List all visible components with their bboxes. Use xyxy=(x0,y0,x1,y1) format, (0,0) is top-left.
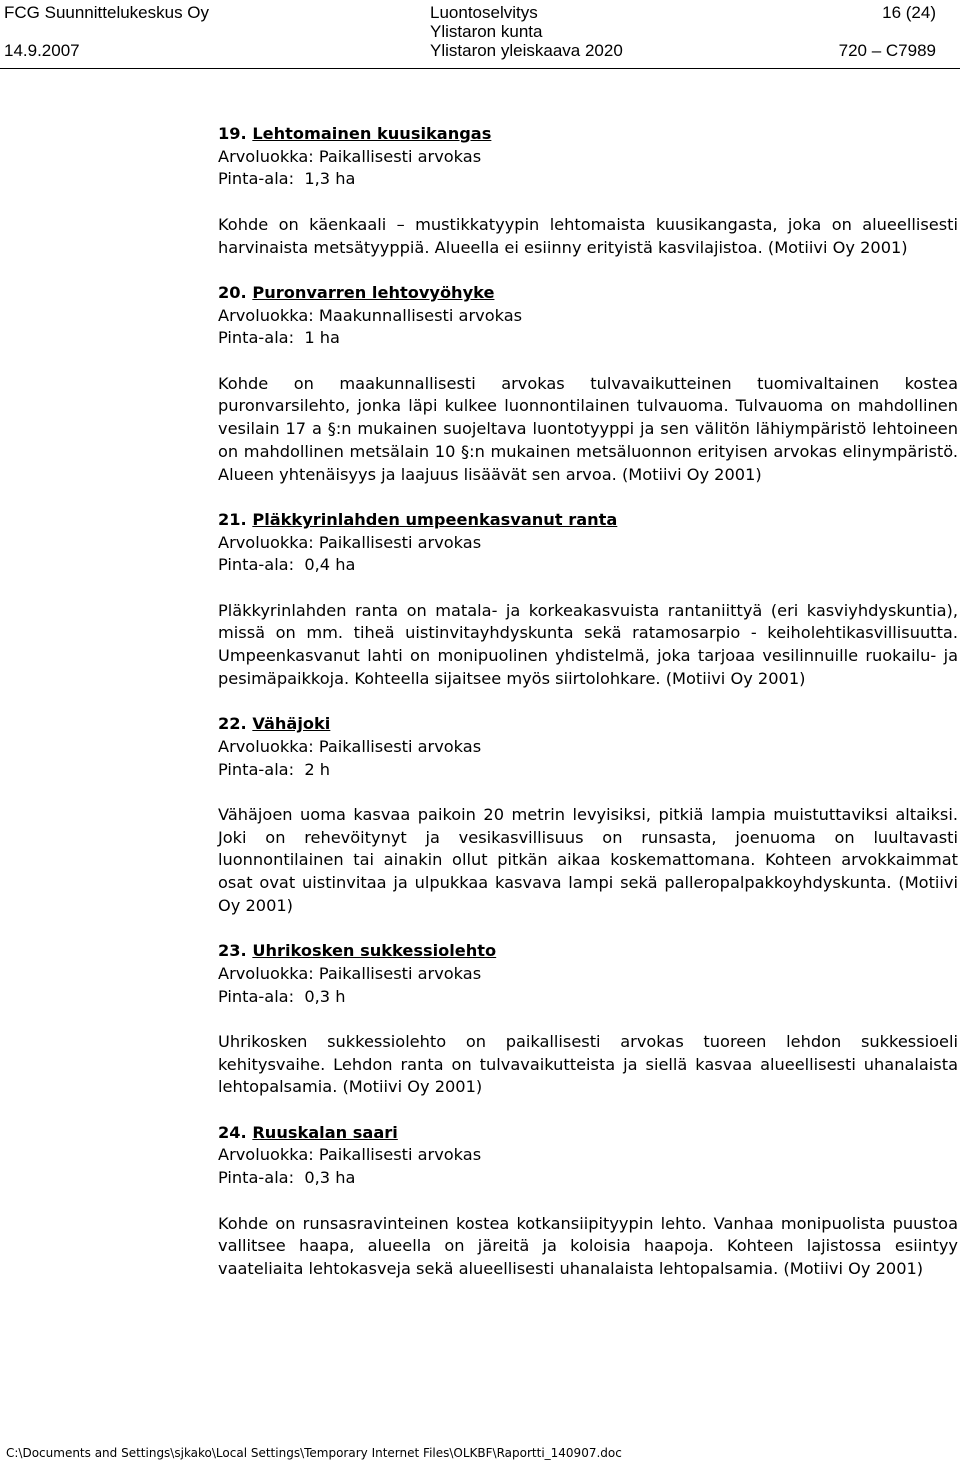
document-body xyxy=(218,123,958,1303)
area: Pinta-ala: 0,4 ha xyxy=(218,555,356,575)
site-section-22 xyxy=(218,713,958,917)
header-document-title: Luontoselvitys xyxy=(430,3,538,22)
header-project-code: 720 – C7989 xyxy=(838,41,936,60)
value-class: Arvoluokka: Paikallisesti arvokas xyxy=(218,736,482,756)
area: Pinta-ala: 1,3 ha xyxy=(218,169,356,189)
section-heading xyxy=(218,123,958,146)
section-description: Uhrikosken sukkessiolehto on paikallisesti arvokas tuoreen lehdon sukkessioeli kehitysvaihe. Lehdon ranta on tulvavaikutteista ja siellä kasvaa alueellisesti uhanalaista lehtopalsamia. (Motiivi Oy 2001) xyxy=(218,1031,958,1097)
area: Pinta-ala: 2 h xyxy=(218,759,331,779)
area: Pinta-ala: 0,3 h xyxy=(218,986,346,1006)
value-class: Arvoluokka: Paikallisesti arvokas xyxy=(218,532,482,552)
section-name: Lehtomainen kuusikangas xyxy=(252,124,492,143)
section-number: 23. xyxy=(218,941,247,961)
footer-file-path: C:\Documents and Settings\sjkako\Local Settings\Temporary Internet Files\OLKBF\Raportti_140907.doc xyxy=(6,1446,622,1460)
section-name: Vähäjoki xyxy=(252,714,331,734)
header-plan-name: Ylistaron yleiskaava 2020 xyxy=(430,41,623,60)
section-description: Kohde on runsasravinteinen kostea kotkansiipityypin lehto. Vanhaa monipuolista puustoa vallitsee haapa, alueella on järeitä ja koloisia haapoja. Kohteen lajistossa esiintyy vaateliaita lehtokasveja sekä alueellisesti uhanalaista lehtopalsamia. (Motiivi Oy 2001) xyxy=(218,1213,958,1278)
section-description: Vähäjoen uoma kasvaa paikoin 20 metrin levyisiksi, pitkiä lampia muistuttaviksi altaiksi. Joki on rehevöitynyt ja vesikasvillisuus on runsasta, joenuoma on luultavasti luonnontilainen tai ainakin ollut pitkän aikaa koskemattomana. Kohteen arvokkaimmat osat ovat uistinvitaa ja ulpukkaa kasvava lampi sekä palleropalpakkoyhdyskunta. (Motiivi Oy 2001) xyxy=(218,804,958,915)
section-number: 19. xyxy=(218,124,247,143)
header-date: 14.9.2007 xyxy=(4,41,80,60)
section-number: 20. xyxy=(218,282,247,302)
section-heading xyxy=(218,1122,958,1145)
section-number: 24. xyxy=(218,1122,247,1142)
site-section-24 xyxy=(218,1122,958,1281)
section-name: Puronvarren lehtovyöhyke xyxy=(252,282,495,302)
area: Pinta-ala: 1 ha xyxy=(218,328,340,348)
section-name: Uhrikosken sukkessiolehto xyxy=(252,941,497,961)
section-description: Pläkkyrinlahden ranta on matala- ja korkeakasvuista rantaniittyä (eri kasviyhdyskuntia), missä on mm. tiheä uistinvitayhdyskunta sekä ratamosarpio - keiholehtikasvillisuutta. Umpeenkasvanut lahti on monipuolinen yhdistelmä, joka tarjoaa vesilinnuille ruokailu- ja pesimäpaikkoja. Kohteella sijaitsee myös siirtolohkare. (Motiivi Oy 2001) xyxy=(218,600,958,688)
value-class: Arvoluokka: Paikallisesti arvokas xyxy=(218,1145,482,1165)
header-municipality: Ylistaron kunta xyxy=(430,22,543,41)
section-name: Ruuskalan saari xyxy=(252,1122,398,1142)
site-section-20 xyxy=(218,282,958,486)
site-section-21 xyxy=(218,509,958,691)
section-name: Pläkkyrinlahden umpeenkasvanut ranta xyxy=(252,509,618,529)
section-heading xyxy=(218,282,958,305)
header-page-number: 16 (24) xyxy=(882,3,936,22)
section-heading xyxy=(218,509,958,532)
section-number: 21. xyxy=(218,509,247,529)
site-section-23 xyxy=(218,940,958,1099)
section-number: 22. xyxy=(218,714,247,734)
area: Pinta-ala: 0,3 ha xyxy=(218,1168,356,1188)
value-class: Arvoluokka: Paikallisesti arvokas xyxy=(218,963,482,983)
value-class: Arvoluokka: Maakunnallisesti arvokas xyxy=(218,305,523,325)
header-company: FCG Suunnittelukeskus Oy xyxy=(4,3,210,22)
section-description: Kohde on käenkaali – mustikkatyypin lehtomaista kuusikangasta, joka on alueellisesti harvinaista metsätyyppiä. Alueella ei esiinny erityistä kasvilajistoa. (Motiivi Oy 2001) xyxy=(218,214,958,257)
site-section-19 xyxy=(218,123,958,259)
section-heading xyxy=(218,940,958,963)
section-heading xyxy=(218,713,958,736)
header-rule xyxy=(0,68,960,69)
value-class: Arvoluokka: Paikallisesti arvokas xyxy=(218,146,482,166)
section-description: Kohde on maakunnallisesti arvokas tulvavaikutteinen tuomivaltainen kostea puronvarsilehto, jonka läpi kulkee luonnontilainen tulvauoma. Tulvauoma on mahdollinen vesilain 17 a §:n mukainen suojeltava luontotyyppi ja sen välitön lähiympäristö lehtoineen on mahdollinen metsälain 10 §:n mukainen metsäluonnon erityisen arvokas elinympäristö. Alueen yhtenäisyys ja laajuus lisäävät sen arvoa. (Motiivi Oy 2001) xyxy=(218,373,958,484)
